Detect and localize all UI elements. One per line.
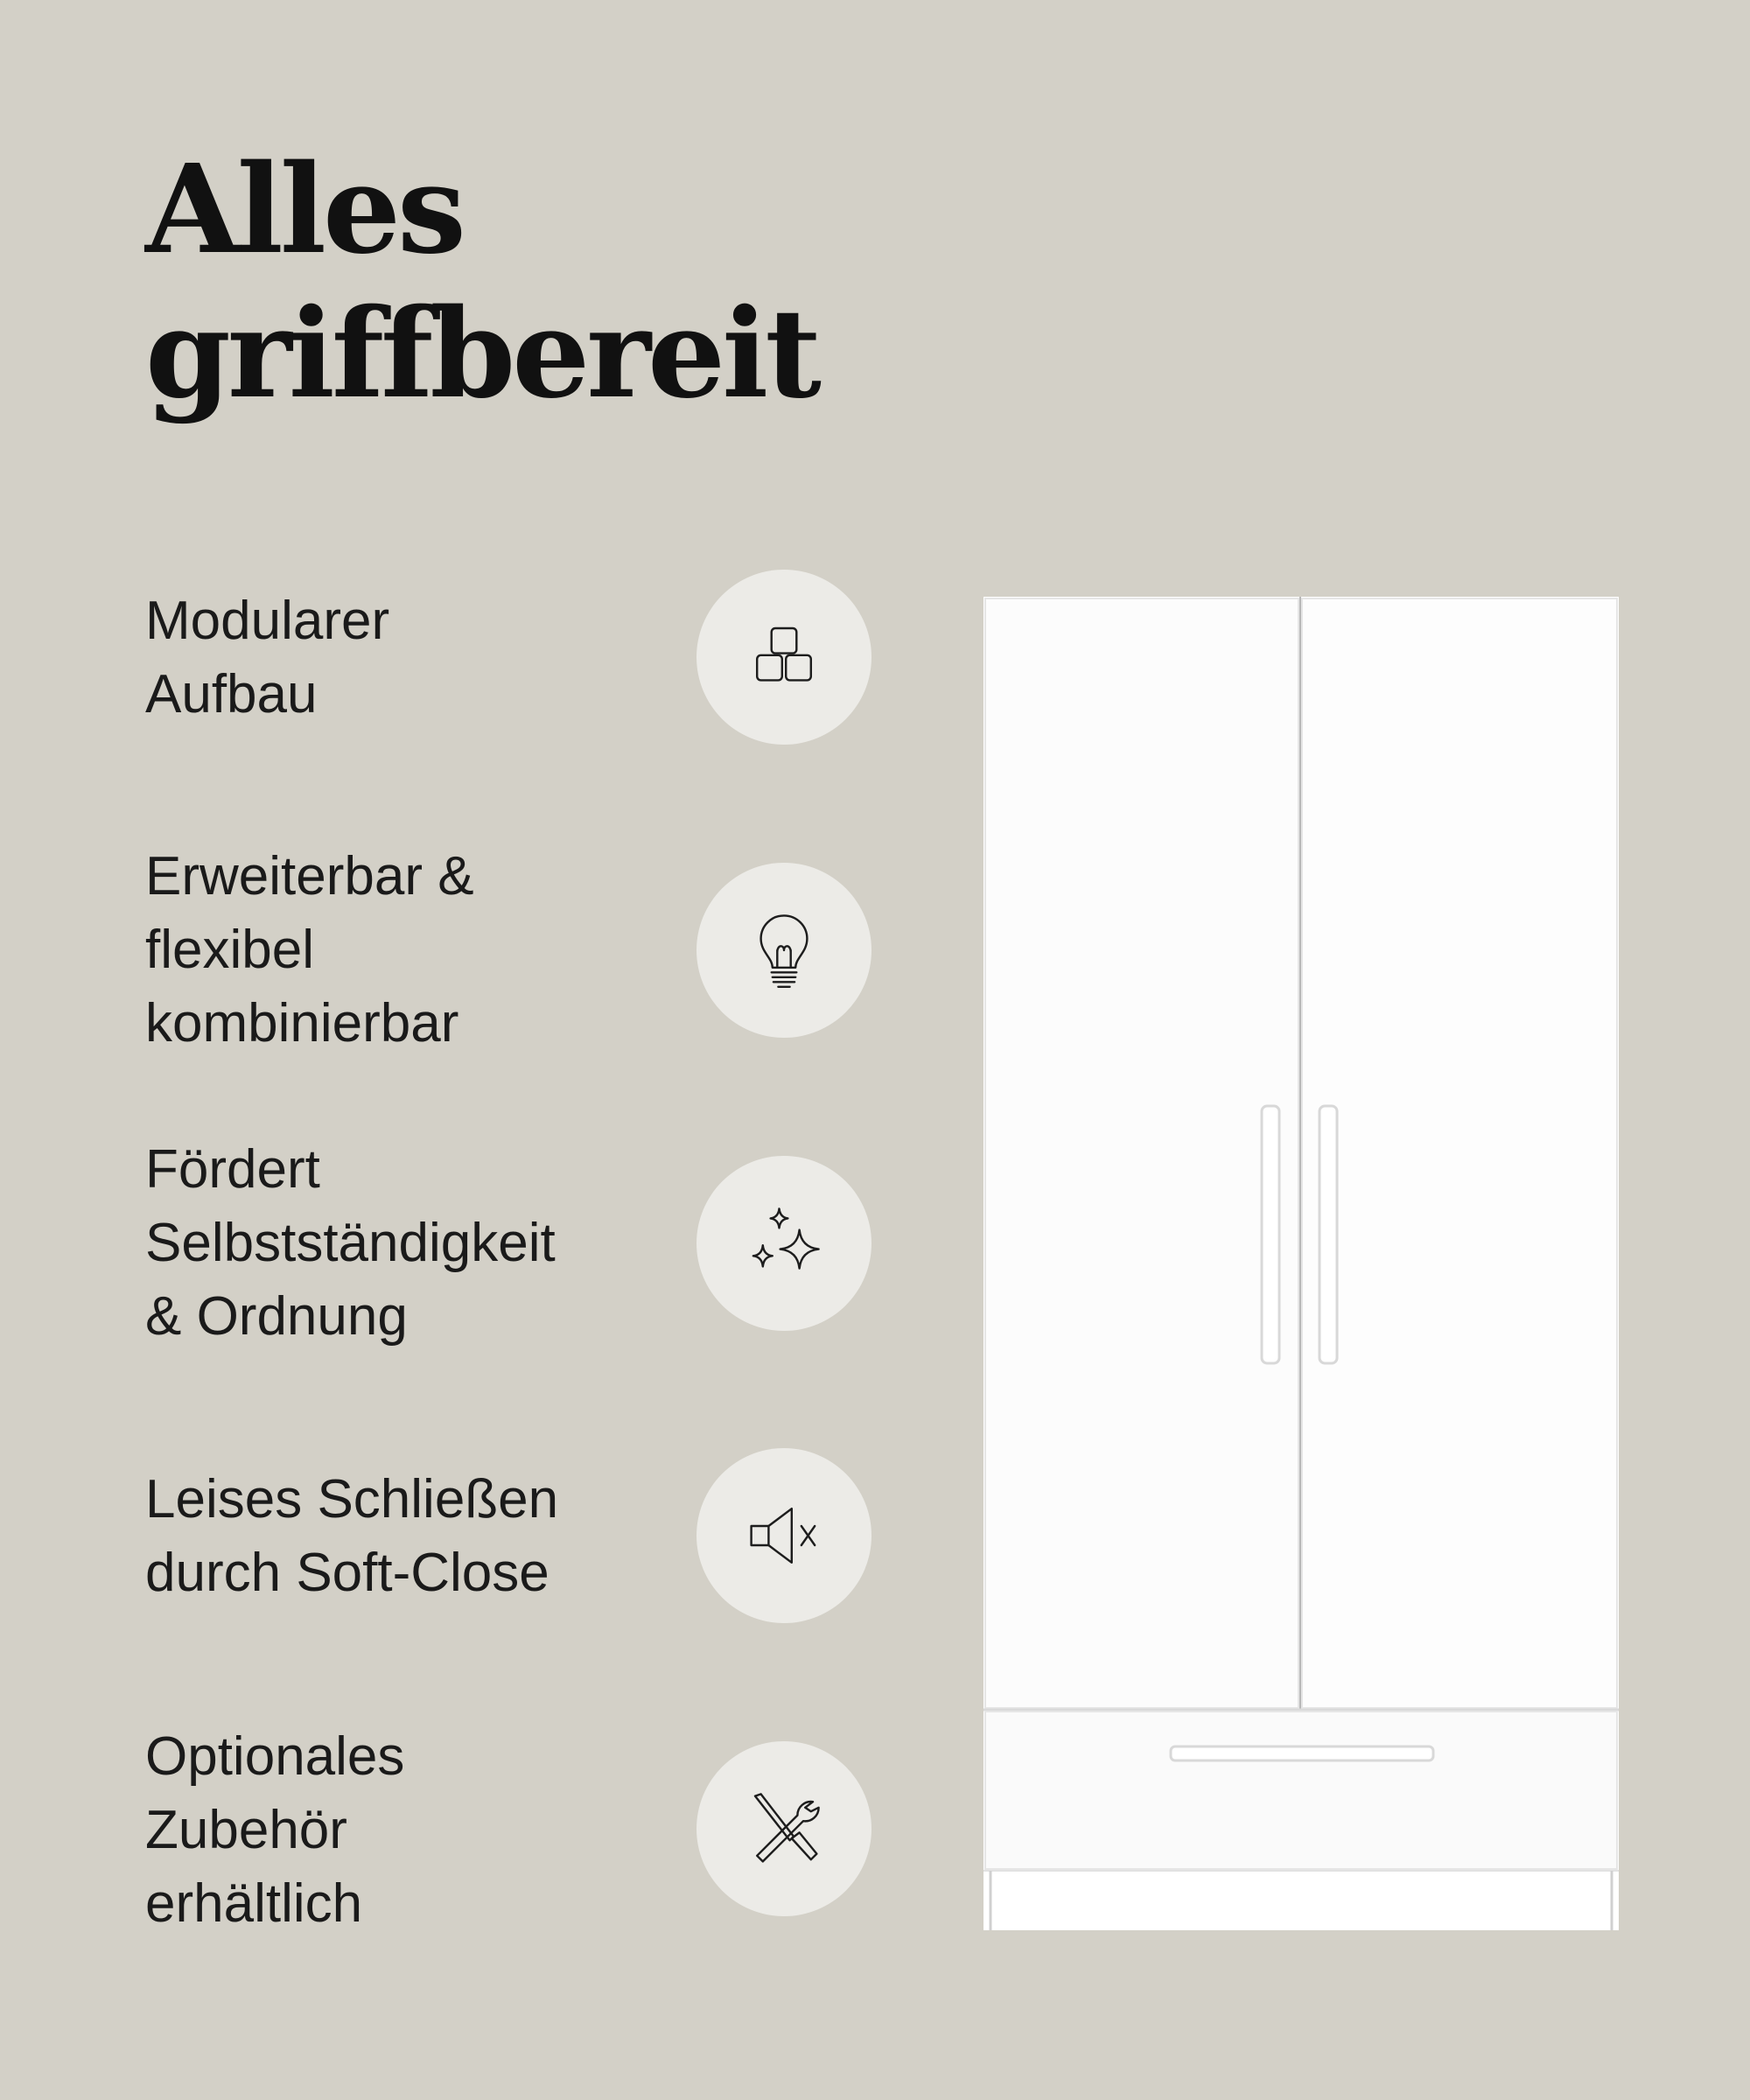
sparkles-icon [696, 1156, 872, 1331]
wardrobe-drawer-handle [1171, 1746, 1433, 1760]
tools-icon [696, 1741, 872, 1916]
wardrobe-drawer [985, 1712, 1617, 1869]
feature-label-line: erhältlich [145, 1873, 363, 1934]
feature-label-line: Leises Schließen [145, 1469, 559, 1530]
wardrobe-left-door [985, 598, 1298, 1708]
wardrobe-left-handle [1262, 1106, 1279, 1363]
title-line-2: griffbereit [145, 283, 818, 426]
wardrobe-right-door [1302, 598, 1617, 1708]
feature-label-independence [145, 1133, 556, 1354]
feature-label-modular [145, 584, 389, 732]
feature-label-line: & Ordnung [145, 1286, 408, 1347]
feature-label-expandable [145, 840, 474, 1060]
feature-label-line: Zubehör [145, 1800, 347, 1860]
feature-label-line: Selbstständigkeit [145, 1213, 556, 1273]
feature-label-soft-close [145, 1463, 558, 1610]
speaker-mute-icon [696, 1448, 872, 1623]
feature-label-line: Fördert [145, 1139, 320, 1200]
feature-label-line: flexibel [145, 920, 314, 980]
wardrobe-image [984, 597, 1619, 1930]
title-line-1: Alles [145, 138, 463, 282]
wardrobe-right-handle [1320, 1106, 1337, 1363]
feature-label-line: Optionales [145, 1726, 405, 1787]
wardrobe-plinth [990, 1872, 1612, 1923]
feature-label-line: durch Soft-Close [145, 1543, 550, 1603]
feature-label-accessories [145, 1720, 404, 1941]
feature-label-line: Modularer [145, 591, 390, 651]
feature-label-line: Aufbau [145, 664, 318, 724]
feature-label-line: Erweiterbar & [145, 846, 474, 906]
page-title [145, 138, 818, 427]
lightbulb-icon [696, 863, 872, 1038]
feature-label-line: kombinierbar [145, 993, 459, 1054]
blocks-icon [696, 570, 872, 745]
